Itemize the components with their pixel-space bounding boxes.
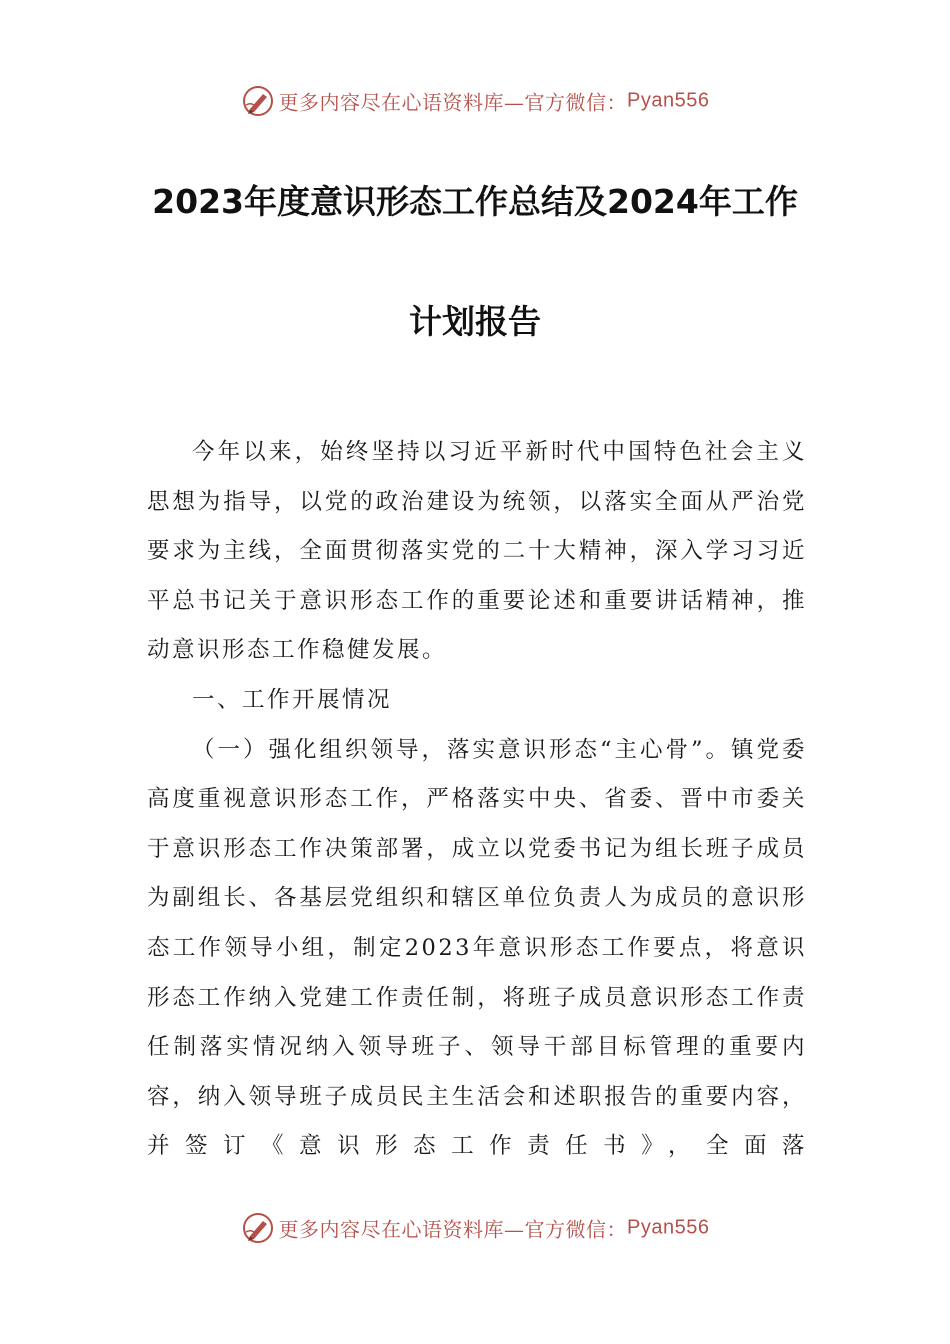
pen-logo-icon: [241, 1211, 275, 1245]
watermark-text: 更多内容尽在心语资料库—官方微信：: [278, 1217, 628, 1242]
document-title-line-2: 计划报告: [409, 302, 541, 341]
watermark-footer: [0, 1211, 950, 1245]
document-body: [147, 428, 807, 1172]
document-title-line-1: 2023年度意识形态工作总结及2024年工作: [152, 182, 798, 221]
pen-logo-icon: [241, 84, 275, 118]
watermark-wechat-id: Pyan556: [627, 89, 710, 112]
watermark-header: [0, 84, 950, 118]
subsection-paragraph: （一）强化组织领导，落实意识形态“主心骨”。镇党委高度重视意识形态工作，严格落实中央、省委、晋中市委关于意识形态工作决策部署，成立以党委书记为组长班子成员为副组长、各基层党组织和辖区单位负责人为成员的意识形态工作领导小组，制定2023年意识形态工作要点，将意识形态工作纳入党建工作责任制，将班子成员意识形态工作责任制落实情况纳入领导班子、领导干部目标管理的重要内容，纳入领导班子成员民主生活会和述职报告的重要内容，并签订《意识形态工作责任书》，全面落: [147, 736, 807, 1160]
watermark-wechat-id: Pyan556: [627, 1216, 710, 1239]
intro-paragraph: 今年以来，始终坚持以习近平新时代中国特色社会主义思想为指导，以党的政治建设为统领，以落实全面从严治党要求为主线，全面贯彻落实党的二十大精神，深入学习习近平总书记关于意识形态工作的重要论述和重要讲话精神，推动意识形态工作稳健发展。: [147, 439, 807, 664]
watermark-text: 更多内容尽在心语资料库—官方微信：: [278, 90, 628, 115]
section-heading: 一、工作开展情况: [192, 686, 393, 713]
